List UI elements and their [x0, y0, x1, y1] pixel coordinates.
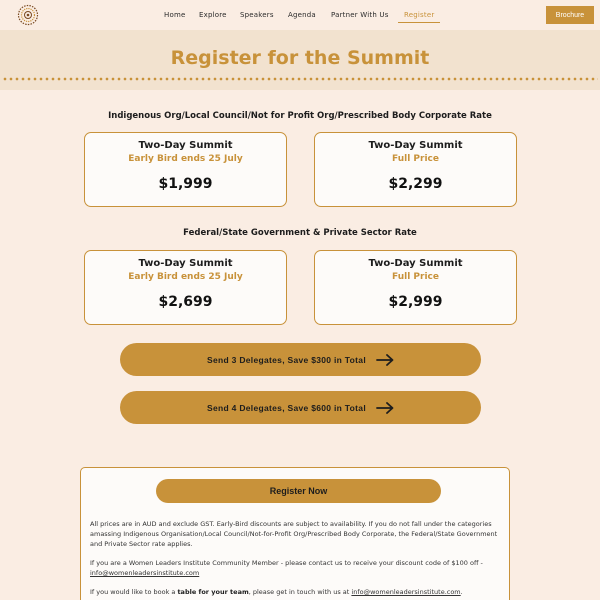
section-label-indigenous: Indigenous Org/Local Council/Not for Profit Org/Prescribed Body Corporate Rate	[108, 111, 492, 121]
nav-item-partner[interactable]: Partner With Us	[331, 11, 389, 19]
card-price: $2,999	[388, 294, 443, 310]
registration-info-panel	[80, 467, 510, 600]
send-4-delegates-button[interactable]	[120, 391, 481, 424]
nav-item-home[interactable]: Home	[164, 11, 186, 19]
member-email-link[interactable]: info@womenleadersinstitute.com	[90, 569, 200, 577]
card-title: Two-Day Summit	[368, 140, 463, 151]
member-text: If you are a Women Leaders Institute Community Member - please contact us to receive your discount code of $100 off -	[90, 559, 483, 567]
card-subtitle: Full Price	[392, 154, 439, 164]
member-discount-text	[90, 558, 500, 578]
nav-item-register[interactable]: Register	[404, 11, 435, 19]
dotted-divider	[2, 77, 598, 81]
team-bold-text: table for your team	[177, 588, 249, 596]
price-card-government-early-bird[interactable]	[84, 250, 287, 325]
price-card-indigenous-early-bird[interactable]	[84, 132, 287, 207]
card-subtitle: Full Price	[392, 272, 439, 282]
card-title: Two-Day Summit	[138, 258, 233, 269]
section-label-government: Federal/State Government & Private Sector Rate	[183, 228, 417, 238]
card-price: $1,999	[158, 176, 213, 192]
nav-item-explore[interactable]: Explore	[199, 11, 227, 19]
pill-label: Send 4 Delegates, Save $600 in Total	[207, 402, 366, 413]
nav-item-speakers[interactable]: Speakers	[240, 11, 274, 19]
team-email-link[interactable]: info@womenleadersinstitute.com	[351, 588, 461, 596]
card-subtitle: Early Bird ends 25 July	[128, 272, 243, 282]
card-price: $2,699	[158, 294, 213, 310]
team-booking-text	[90, 587, 500, 597]
register-now-button[interactable]: Register Now	[156, 479, 441, 503]
site-header	[0, 0, 600, 30]
team-middle: , please get in touch with us at	[248, 588, 352, 596]
active-nav-underline	[398, 22, 440, 23]
team-suffix: .	[460, 588, 463, 596]
main-nav	[0, 11, 600, 23]
team-prefix: If you would like to book a	[90, 588, 178, 596]
brochure-button[interactable]: Brochure	[546, 6, 594, 24]
price-card-indigenous-full-price[interactable]	[314, 132, 517, 207]
terms-text: All prices are in AUD and exclude GST. Early-Bird discounts are subject to availability. If you do not fall under the categories amassing Indigenous Organisation/Local Council/Not-for-Profit Org/Prescribed Body Corporate, the Federal/State Government and Private Sector rate applies.	[90, 520, 498, 548]
price-card-government-full-price[interactable]	[314, 250, 517, 325]
card-price: $2,299	[388, 176, 443, 192]
arrow-right-icon	[376, 354, 394, 366]
nav-item-agenda[interactable]: Agenda	[288, 11, 316, 19]
page-title: Register for the Summit	[170, 47, 430, 69]
send-3-delegates-button[interactable]	[120, 343, 481, 376]
card-title: Two-Day Summit	[368, 258, 463, 269]
pill-label: Send 3 Delegates, Save $300 in Total	[207, 354, 366, 365]
card-title: Two-Day Summit	[138, 140, 233, 151]
card-subtitle: Early Bird ends 25 July	[128, 154, 243, 164]
arrow-right-icon	[376, 402, 394, 414]
